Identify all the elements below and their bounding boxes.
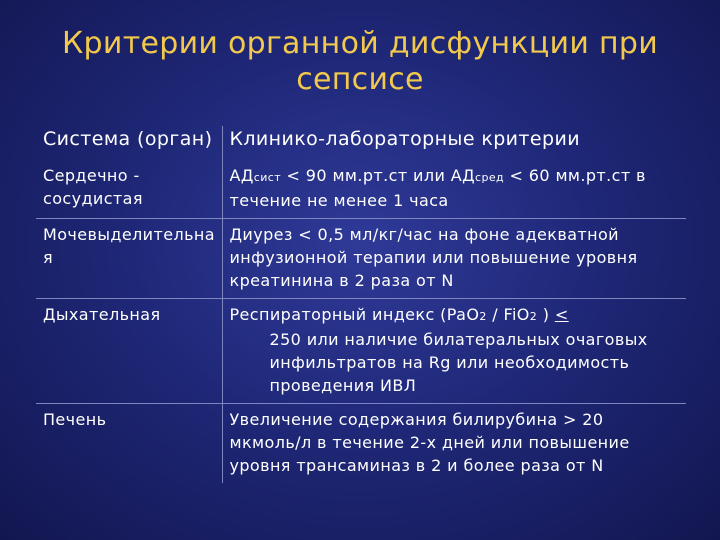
criteria-cell: Увеличение содержания билирубина > 20 мкмоль/л в течение 2-х дней или повышение уровня трансаминаз в 2 и более раза от N <box>222 404 686 484</box>
criteria-cell: Диурез < 0,5 мл/кг/час на фоне адекватной инфузионной терапии или повышение уровня креатинина в 2 раза от N <box>222 219 686 299</box>
subscript: сист <box>253 171 282 184</box>
criteria-indented-text: 250 или наличие билатеральных очаговых инфильтратов на Rg или необходимость проведения ИВЛ <box>269 330 648 395</box>
subscript: сред <box>475 171 505 184</box>
system-cell: Сердечно - сосудистая <box>36 162 222 219</box>
system-cell: Печень <box>36 404 222 484</box>
criteria-text: АД <box>229 166 254 185</box>
criteria-text: ) <box>537 305 555 324</box>
criteria-text: < 60 мм.рт.ст в течение не менее 1 часа <box>229 166 646 210</box>
criteria-table <box>36 126 686 483</box>
criteria-text: Респираторный индекс (PaO <box>229 305 480 324</box>
table-row-liver <box>36 404 686 484</box>
title-line-1: Критерии органной дисфункции при <box>61 26 659 61</box>
title-line-2: сепсисе <box>296 62 424 97</box>
table-row-respiratory <box>36 299 686 404</box>
subscript: 2 <box>479 310 487 323</box>
table-row-cardiovascular <box>36 162 686 219</box>
table-header-row <box>36 126 686 162</box>
table-row-urinary <box>36 219 686 299</box>
header-criteria: Клинико-лабораторные критерии <box>229 128 580 150</box>
criteria-text: < 90 мм.рт.ст или АД <box>281 166 475 185</box>
subscript: 2 <box>529 310 538 323</box>
slide-title <box>20 26 700 98</box>
criteria-text: / FiO <box>486 305 530 324</box>
system-cell: Мочевыделительная <box>36 219 222 299</box>
header-system: Система (орган) <box>36 126 222 162</box>
criteria-cell <box>222 162 686 219</box>
criteria-cell <box>222 299 686 404</box>
less-equal-symbol: < <box>554 305 569 324</box>
system-cell: Дыхательная <box>36 299 222 404</box>
